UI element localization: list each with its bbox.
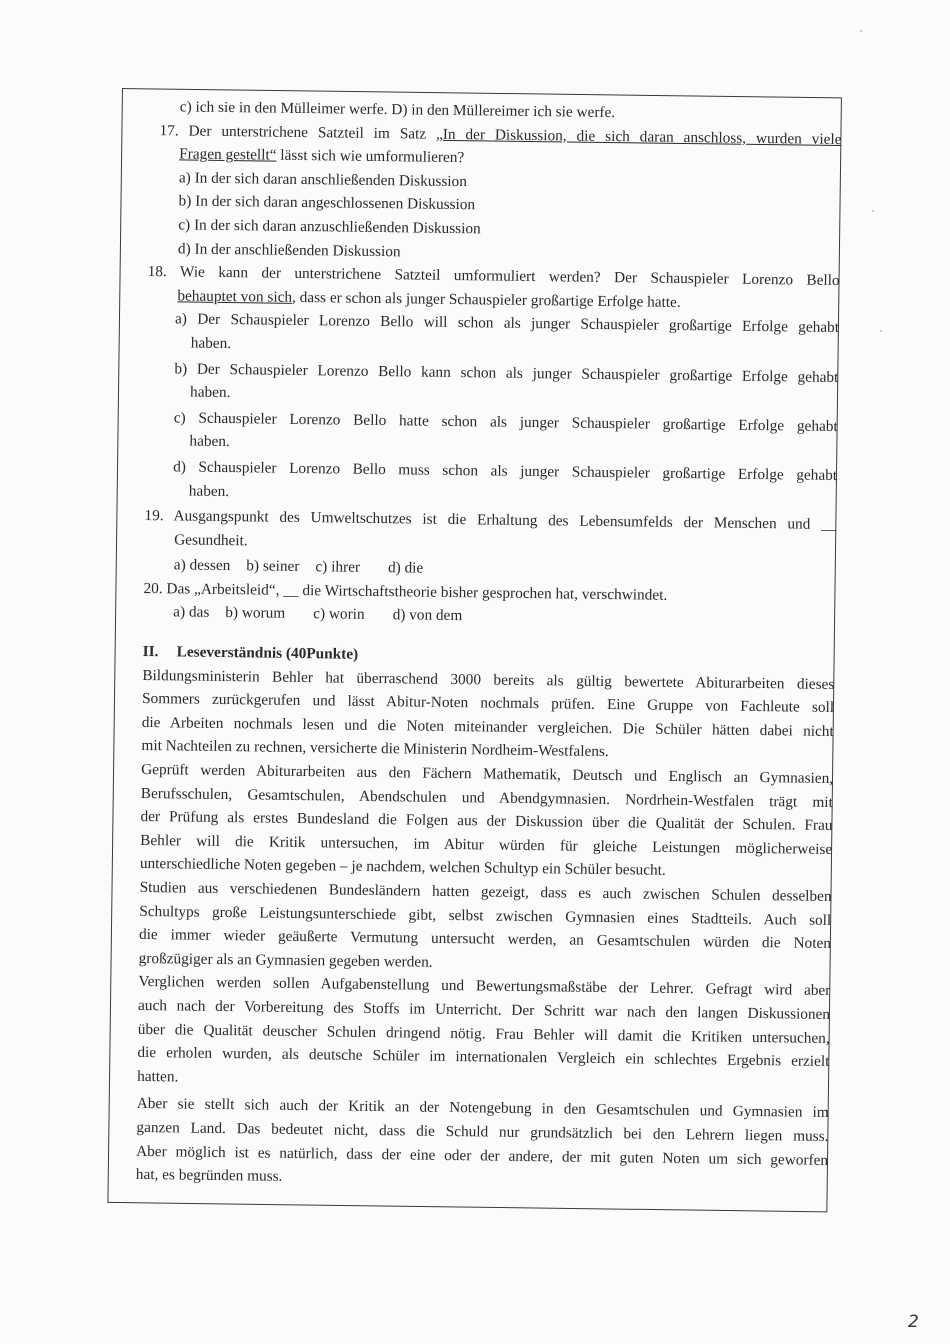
paragraph-line: auch nach der Vorbereitung des Stoffs im Unterricht. Der Schritt war nach den langen Diskussionen: [137, 996, 831, 1023]
q16-option-c: c) ich sie in den Mülleimer werfe. D) in den Müllereimer ich sie werfe.: [179, 98, 616, 122]
paragraph-line: Verglichen werden sollen Aufgabenstellung und Bewertungsmaßstäbe der Lehrer. Gefragt wird aber: [138, 973, 831, 1000]
q17-underlined-1: In der Diskussion, die sich daran anschloss, wurden viele: [442, 125, 842, 148]
paragraph-line: über die Qualität deuscher Schulen dringend nötig. Frau Behler will damit die Kritiken untersuchen,: [137, 1020, 830, 1047]
q20-option: c) worin: [313, 605, 365, 624]
q17-line-2: Fragen gestellt“ lässt sich wie umformulieren?: [179, 145, 465, 167]
paragraph-line: der Prüfung als erstes Bundesland die Folgen aus der Diskussion über die Qualität der Schulen. Frau: [140, 808, 833, 835]
page-number: 2: [908, 1312, 919, 1332]
paragraph: [137, 970, 830, 1097]
q18-option-a-2: haben.: [190, 334, 232, 353]
q17-option-b: b) In der sich daran angeschlossenen Diskussion: [178, 192, 476, 214]
q17-option-a: a) In der sich daran anschließenden Diskussion: [178, 169, 468, 190]
q20-line: 20. Das „Arbeitsleid“, __ die Wirtschaftstheorie bisher gesprochen hat, verschwindet.: [143, 579, 668, 604]
q19-option: b) seiner: [246, 557, 300, 576]
paragraph-line: Geprüft werden Abiturarbeiten aus den Fächern Mathematik, Deutsch und Englisch an Gymnasien,: [141, 760, 834, 788]
paragraph-line: die Arbeiten nochmals lesen und die Noten miteinander vergleichen. Die Schüler hätten dabei nicht: [141, 713, 834, 740]
paragraph: [141, 664, 834, 767]
scan-speck: [880, 330, 882, 332]
reading-text: [136, 664, 835, 1196]
q17-option-c: c) In der sich daran anzuschließenden Diskussion: [178, 216, 481, 238]
paragraph-line: mit Nachteilen zu rechnen, versicherte die Ministerin Nordheim-Westfalens.: [141, 737, 609, 761]
q17-line-1: 17. Der unterstrichene Satzteil im Satz „In der Diskussion, die sich daran anschloss, wurden viele: [159, 121, 842, 148]
q20-option: d) von dem: [392, 606, 463, 625]
q18-underlined: behauptet von sich: [177, 287, 293, 306]
section-number: II.: [142, 643, 159, 661]
paragraph-line: hatten.: [137, 1067, 179, 1086]
paragraph-line: Aber möglich ist es natürlich, dass der eine oder der andere, der mit guten Noten um sich geworfen: [136, 1142, 829, 1169]
paragraph-line: Schultyps große Leistungsunterschiede gibt, selbst zwischen Gymnasien eines Stadtteils. Auch soll: [139, 902, 832, 929]
paragraph-line: hat, es begründen muss.: [135, 1166, 283, 1185]
q18-option-a-1: a) Der Schauspieler Lorenzo Bello will schon als junger Schauspieler großartige Erfolge gehabt: [174, 310, 840, 337]
scan-speck: [860, 30, 862, 32]
q17-underlined-2: Fragen gestellt“: [179, 145, 277, 164]
paragraph: [140, 758, 833, 885]
paragraph-line: die immer wieder geäußerte Vermutung untersucht werden, an Gesamtschulen würden die Noten: [138, 926, 832, 953]
paragraph: [139, 876, 832, 979]
paragraph-line: unterschiedliche Noten gegeben – je nachdem, welchen Schultyp ein Schüler besucht.: [139, 855, 666, 880]
q18-line-2: behauptet von sich, dass er schon als junger Schauspieler großartige Erfolge hatte.: [177, 287, 681, 311]
q19-option: a) dessen: [173, 556, 231, 575]
q18-option-b-1: b) Der Schauspieler Lorenzo Bello kann schon als junger Schauspieler großartige Erfolge gehabt: [174, 359, 839, 386]
paragraph-line: die erholen wurden, als deutsche Schüler im internationalen Vergleich ein schlechtes Ergebnis erzielt: [137, 1044, 830, 1071]
paragraph-line: ganzen Land. Das bedeutet nicht, dass die Schuld nur grundsätzlich bei den Lehrern liegen muss.: [136, 1118, 829, 1145]
scan-speck: [872, 210, 874, 212]
q19-line-1: 19. Ausgangspunkt des Umweltschutzes ist die Erhaltung des Lebensumfelds der Menschen und __: [144, 507, 837, 534]
q18-option-d-2: haben.: [188, 482, 230, 500]
q18-line-1: 18. Wie kann der unterstrichene Satzteil umformuliert werden? Der Schauspieler Lorenzo Bello: [147, 263, 840, 290]
q20-option: a) das: [173, 603, 210, 622]
q19-option: d) die: [387, 559, 424, 577]
section-title: Leseverständnis (40Punkte): [176, 643, 359, 663]
paragraph: [136, 1092, 829, 1195]
q19-option: c) ihrer: [315, 558, 361, 577]
paragraph-line: Berufsschulen, Gesamtschulen, Abendschulen und Abendgymnasien. Nordrhein-Westfalen trägt mit: [140, 784, 833, 811]
q19-line-2: Gesundheit.: [174, 531, 248, 550]
paragraph-line: Behler will die Kritik untersuchen, im Abitur würden für gleiche Leistungen möglicherweise: [140, 831, 833, 858]
paragraph-line: Sommers zurückgerufen und lässt Abitur-Noten nochmals prüfen. Eine Gruppe von Fachleute soll: [141, 690, 835, 717]
q20-option: b) worum: [225, 604, 286, 623]
paragraph-line: Aber sie stellt sich auch der Kritik an der Notengebung in den Gesamtschulen und Gymnasien im: [136, 1095, 829, 1122]
paragraph-line: Bildungsministerin Behler hat überraschend 3000 bereits als gültig bewertete Abiturarbeiten dieses: [142, 666, 835, 693]
q18-option-c-1: c) Schauspieler Lorenzo Bello hatte schon als junger Schauspieler großartige Erfolge gehabt: [173, 409, 838, 435]
document-content: [136, 95, 842, 1196]
paragraph-line: großzügiger als an Gymnasien gegeben werden.: [138, 949, 433, 971]
q18-option-b-2: haben.: [190, 383, 231, 402]
paragraph-line: Studien aus verschiedenen Bundesländern hatten gezeigt, dass es auch zwischen Schulen desselben: [139, 878, 832, 905]
q17-option-d: d) In der anschließenden Diskussion: [177, 239, 401, 260]
q18-option-d-1: d) Schauspieler Lorenzo Bello muss schon als junger Schauspieler großartige Erfolge gehabt: [173, 458, 838, 484]
q18-option-c-2: haben.: [189, 432, 230, 451]
